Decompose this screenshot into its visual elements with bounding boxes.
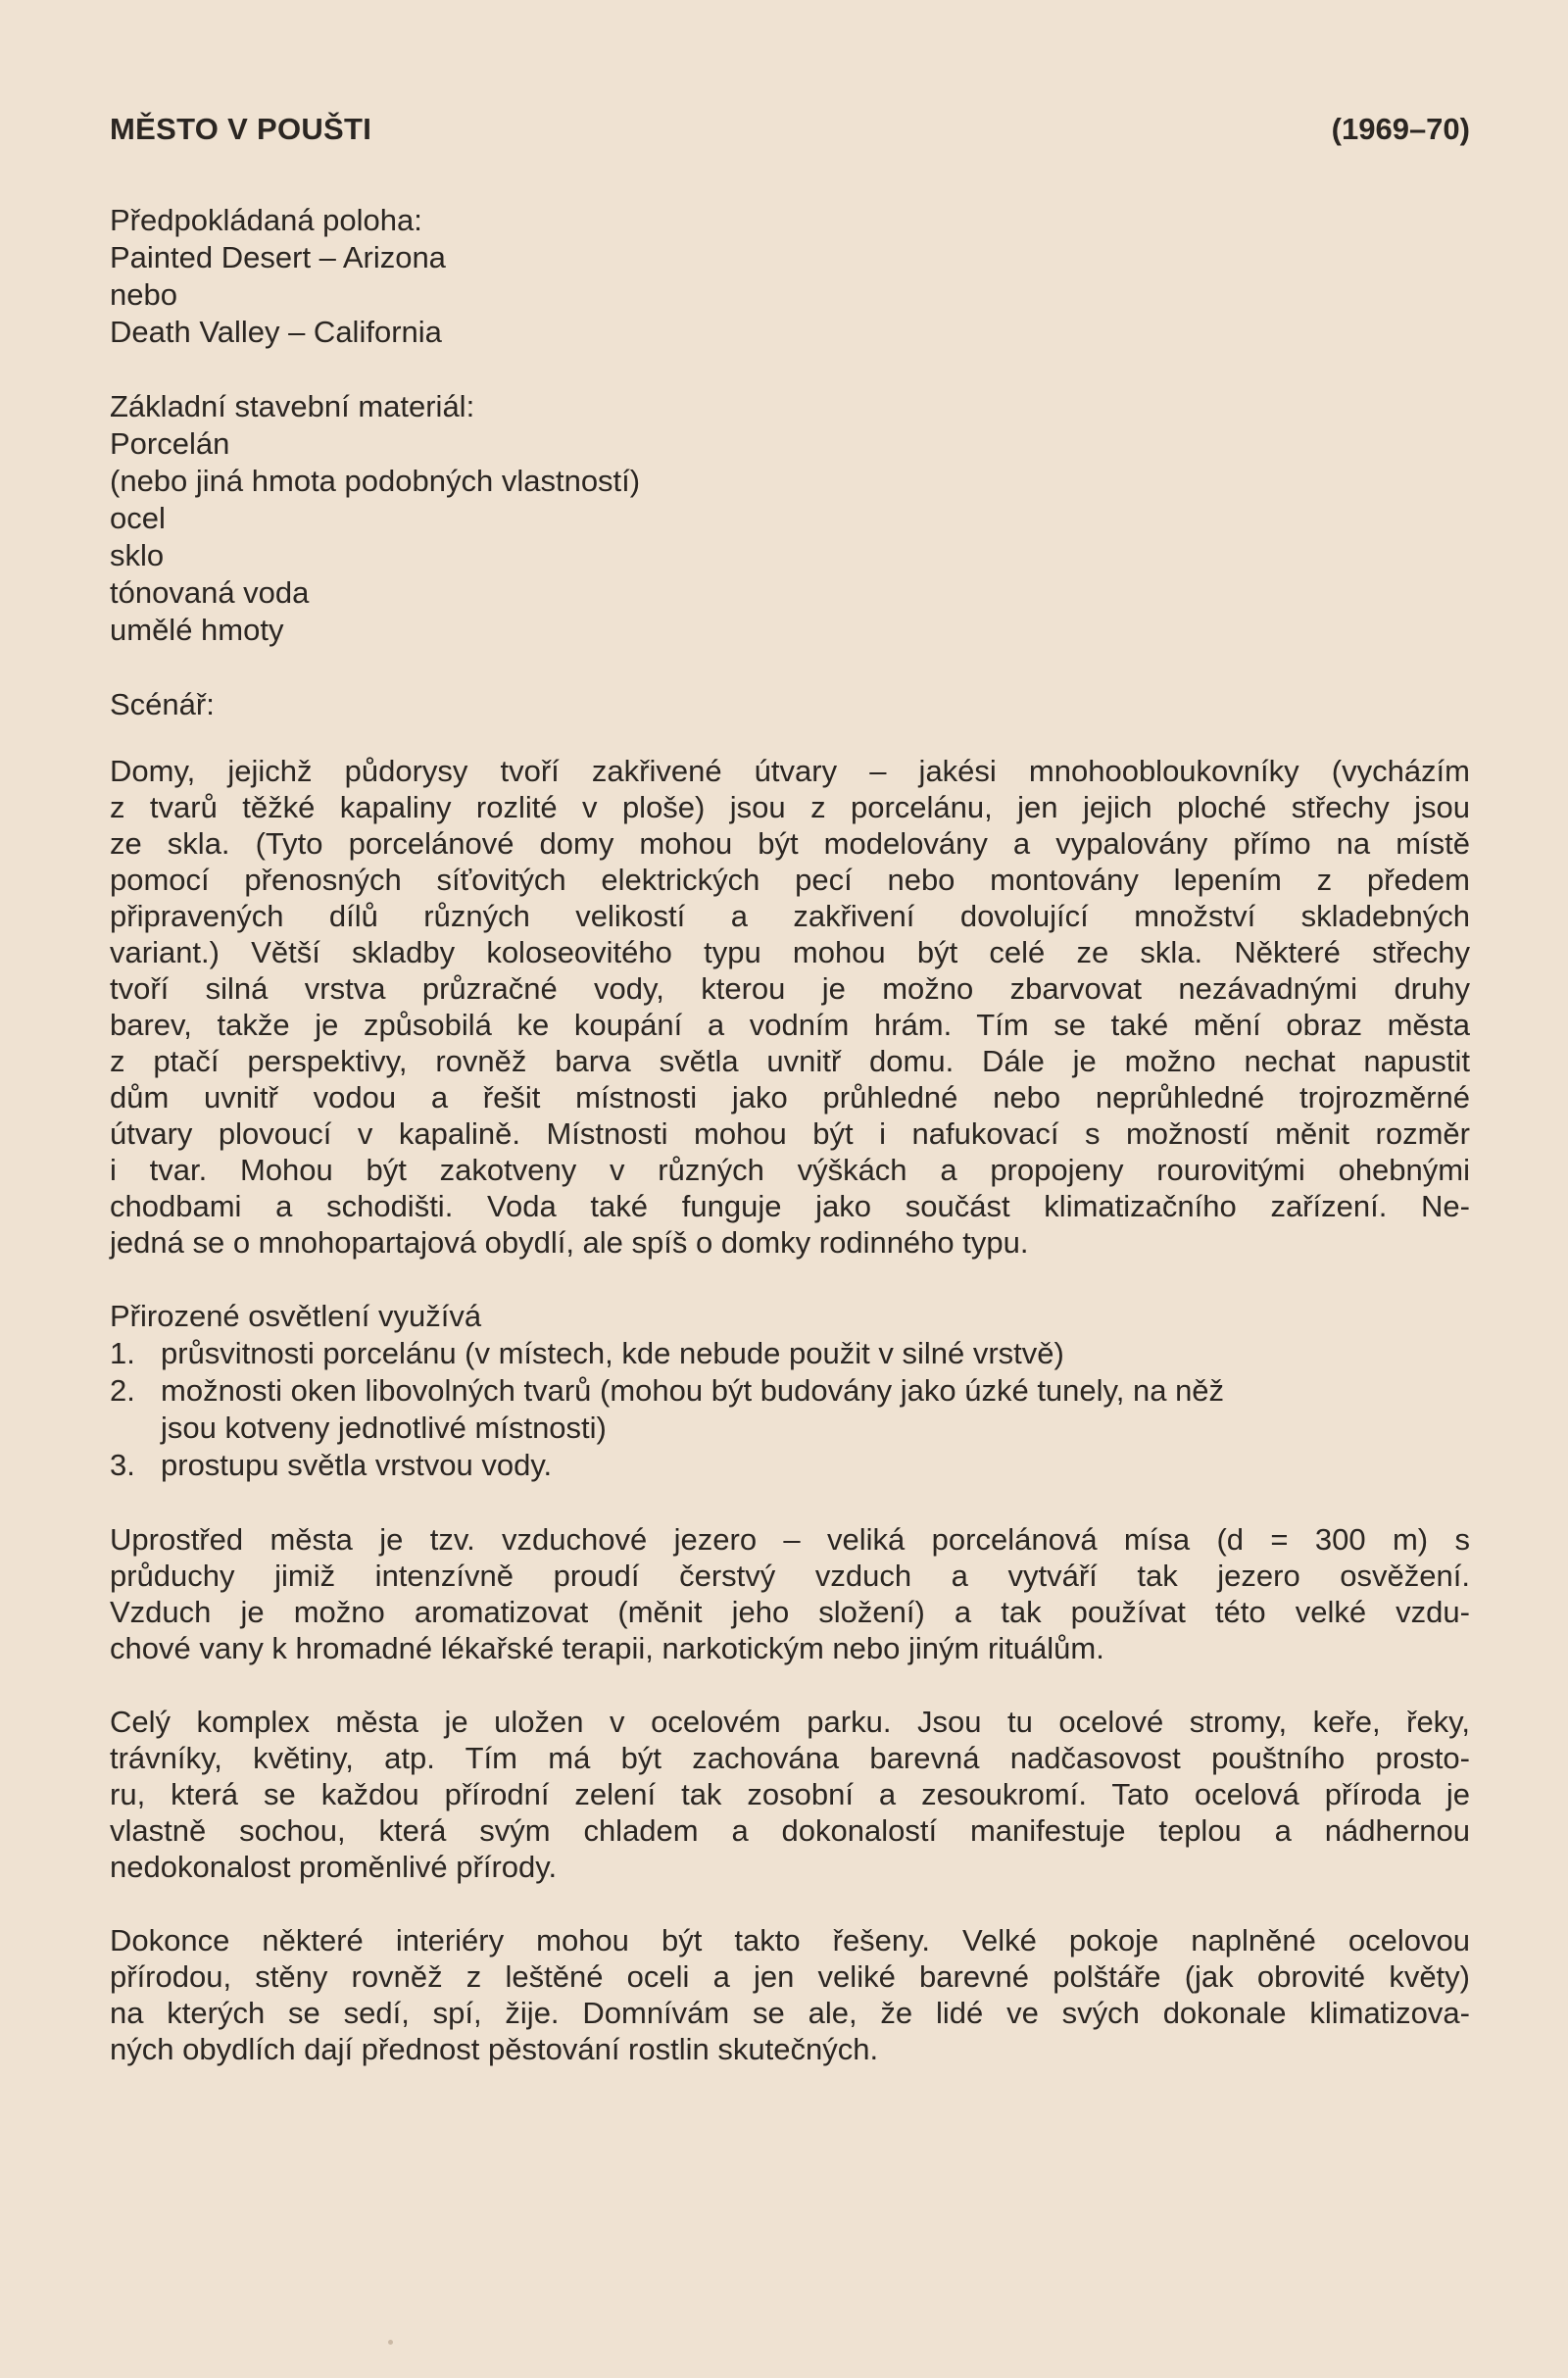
steel-park-line: trávníky, květiny, atp. Tím má být zachována barevná nadčasovost pouštního prosto-: [110, 1741, 1470, 1775]
list-item: [110, 1447, 1470, 1484]
page-title: MĚSTO V POUŠTI: [110, 112, 372, 146]
scenario-line: variant.) Větší skladby koloseovitého typu mohou být celé ze skla. Některé střechy: [110, 935, 1470, 969]
list-number: 3.: [110, 1448, 135, 1482]
scenario-line: chodbami a schodišti. Voda také funguje jako součást klimatizačního zařízení. Ne-: [110, 1189, 1470, 1223]
scenario-line: z tvarů těžké kapaliny rozlité v ploše) jsou z porcelánu, jen jejich ploché střechy jsou: [110, 790, 1470, 824]
scenario-line: útvary plovoucí v kapalině. Místnosti mohou být i nafukovací s možností měnit rozměr: [110, 1116, 1470, 1151]
scenario-line: tvoří silná vrstva průzračné vody, kterou je možno zbarvovat nezávadnými druhy: [110, 971, 1470, 1006]
date-range: (1969–70): [1331, 112, 1470, 146]
steel-park-line: Celý komplex města je uložen v ocelovém parku. Jsou tu ocelové stromy, keře, řeky,: [110, 1705, 1470, 1739]
material-item: tónovaná voda: [110, 575, 310, 610]
scenario-line: ze skla. (Tyto porcelánové domy mohou být modelovány a vypalovány přímo na místě: [110, 826, 1470, 861]
material-item: umělé hmoty: [110, 613, 284, 647]
air-lake-line: průduchy jimiž intenzívně proudí čerstvý vzduch a vytváří tak jezero osvěžení.: [110, 1559, 1470, 1593]
air-lake-line: Vzduch je možno aromatizovat (měnit jeho složení) a tak používat této velké vzdu-: [110, 1595, 1470, 1629]
steel-park-paragraph: [110, 1704, 1470, 1885]
scenario-line: připravených dílů různých velikostí a zakřivení dovolující množství skladebných: [110, 899, 1470, 933]
air-lake-paragraph: [110, 1521, 1470, 1666]
list-text: [161, 1447, 1470, 1484]
lighting-intro: Přirozené osvětlení využívá: [110, 1299, 482, 1333]
scenario-label-block: [110, 686, 1470, 723]
page-header: [110, 112, 1470, 147]
list-text: [161, 1372, 1470, 1447]
materials-section: [110, 388, 1470, 649]
location-section: [110, 202, 1470, 351]
list-text-line: jsou kotveny jednotlivé místnosti): [161, 1411, 607, 1445]
list-text-line: průsvitnosti porcelánu (v místech, kde nebude použit v silné vrstvě): [161, 1336, 1064, 1370]
interiors-paragraph: [110, 1922, 1470, 2067]
scenario-line: i tvar. Mohou být zakotveny v různých výškách a propojeny rourovitými ohebnými: [110, 1153, 1470, 1187]
scenario-label: Scénář:: [110, 687, 215, 721]
lighting-list: [110, 1335, 1470, 1484]
scenario-line: z ptačí perspektivy, rovněž barva světla uvnitř domu. Dále je možno nechat napustit: [110, 1044, 1470, 1078]
steel-park-line: vlastně sochou, která svým chladem a dokonalostí manifestuje teplou a nádhernou: [110, 1813, 1470, 1848]
material-item: (nebo jiná hmota podobných vlastností): [110, 464, 641, 498]
material-item: ocel: [110, 501, 166, 535]
paper-speck: [388, 2340, 393, 2345]
air-lake-line: Uprostřed města je tzv. vzduchové jezero – veliká porcelánová mísa (d = 300 m) s: [110, 1522, 1470, 1557]
list-number: 1.: [110, 1336, 135, 1370]
location-line: nebo: [110, 277, 177, 312]
interiors-line: Dokonce některé interiéry mohou být takto řešeny. Velké pokoje naplněné ocelovou: [110, 1923, 1470, 1957]
interiors-line: ných obydlích dají přednost pěstování rostlin skutečných.: [110, 2032, 879, 2066]
location-line: Painted Desert – Arizona: [110, 240, 446, 274]
scenario-paragraph: [110, 753, 1470, 1261]
scenario-line: jedná se o mnohopartajová obydlí, ale spíš o domky rodinného typu.: [110, 1225, 1029, 1260]
list-item: [110, 1335, 1470, 1372]
steel-park-line: ru, která se každou přírodní zelení tak zosobní a zesoukromí. Tato ocelová příroda je: [110, 1777, 1470, 1811]
list-text: [161, 1335, 1470, 1372]
scenario-line: pomocí přenosných síťovitých elektrických pecí nebo montovány lepením z předem: [110, 863, 1470, 897]
scenario-line: dům uvnitř vodou a řešit místnosti jako průhledné nebo neprůhledné trojrozměrné: [110, 1080, 1470, 1115]
location-line: Death Valley – California: [110, 315, 442, 349]
list-text-line: prostupu světla vrstvou vody.: [161, 1448, 553, 1482]
material-item: sklo: [110, 538, 165, 572]
list-item: [110, 1372, 1470, 1447]
scenario-line: Domy, jejichž půdorysy tvoří zakřivené útvary – jakési mnohoobloukovníky (vycházím: [110, 754, 1470, 788]
list-text-line: možnosti oken libovolných tvarů (mohou být budovány jako úzké tunely, na něž: [161, 1373, 1225, 1408]
materials-label: Základní stavební materiál:: [110, 389, 475, 423]
list-number: 2.: [110, 1373, 135, 1408]
air-lake-line: chové vany k hromadné lékařské terapii, narkotickým nebo jiným rituálům.: [110, 1631, 1104, 1665]
steel-park-line: nedokonalost proměnlivé přírody.: [110, 1850, 558, 1884]
location-label: Předpokládaná poloha:: [110, 203, 422, 237]
lighting-section: [110, 1298, 1470, 1484]
scenario-line: barev, takže je způsobilá ke koupání a vodním hrám. Tím se také mění obraz města: [110, 1008, 1470, 1042]
interiors-line: na kterých se sedí, spí, žije. Domnívám se ale, že lidé ve svých dokonale klimatizova-: [110, 1996, 1470, 2030]
material-item: Porcelán: [110, 426, 230, 461]
interiors-line: přírodou, stěny rovněž z leštěné oceli a jen veliké barevné polštáře (jak obrovité květy): [110, 1959, 1470, 1994]
